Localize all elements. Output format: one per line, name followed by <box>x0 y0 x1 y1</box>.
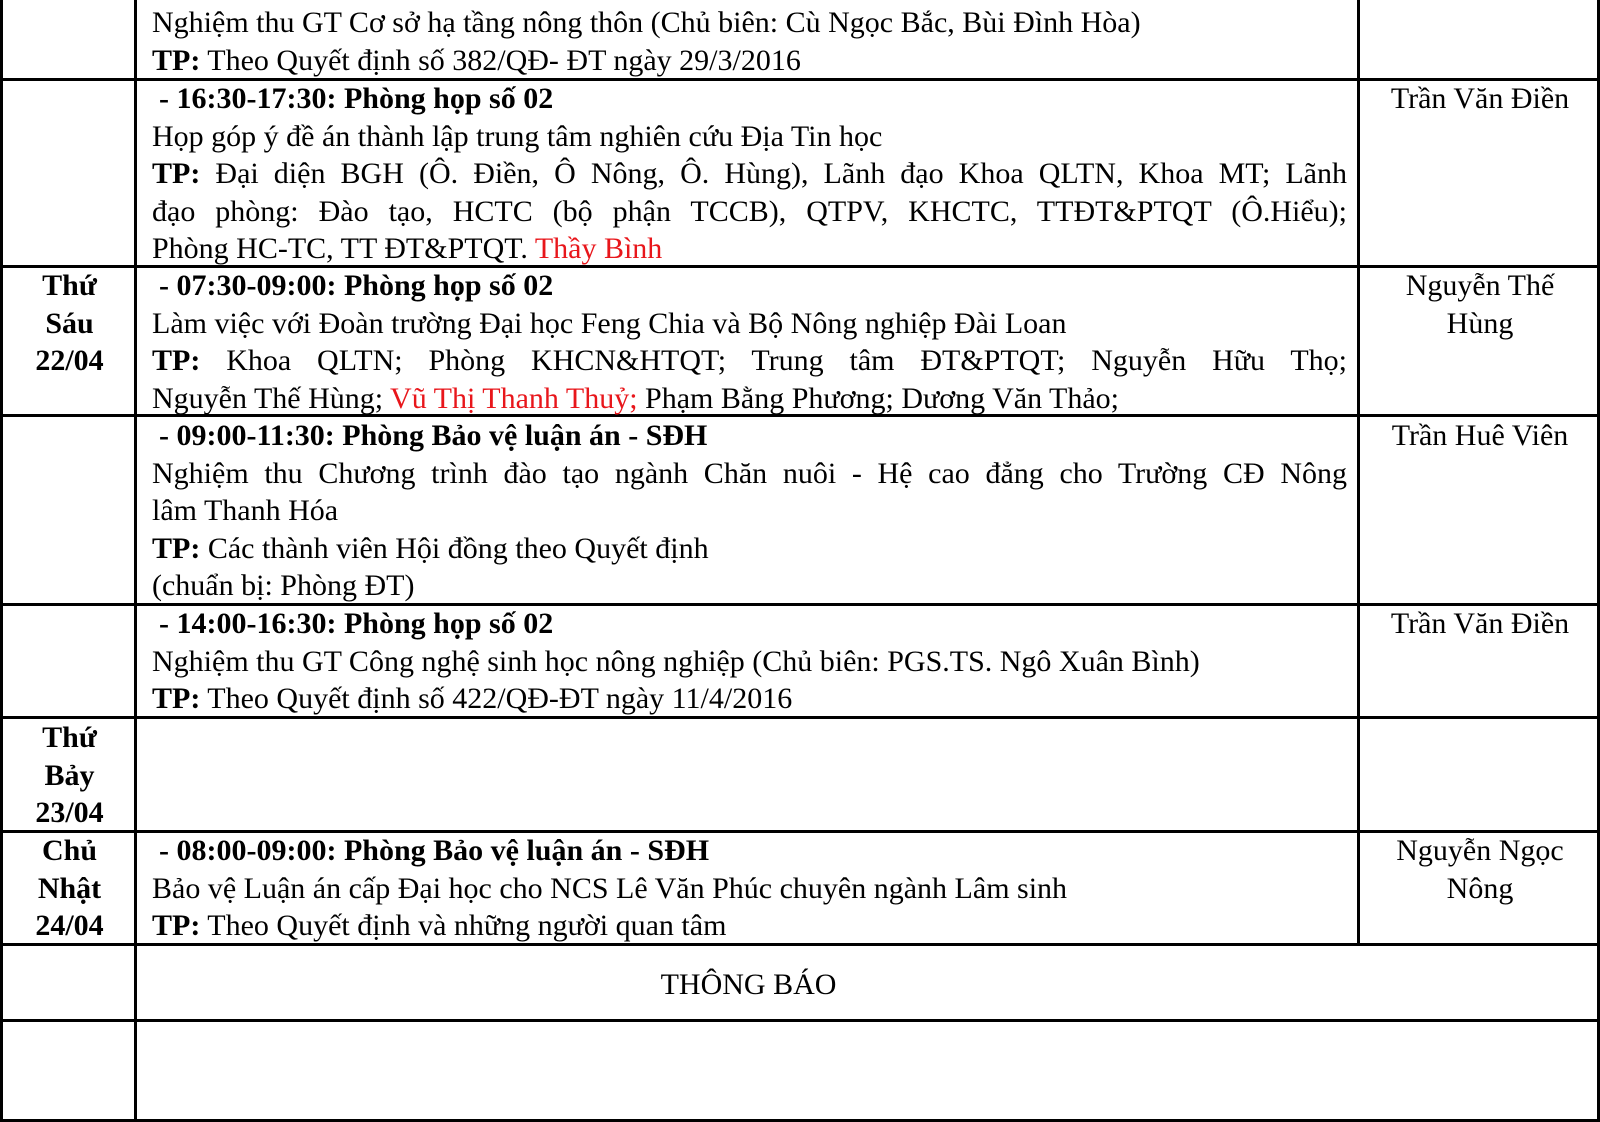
person-name: Trần Văn Điền <box>1390 607 1570 640</box>
tp-label: TP: <box>152 909 201 942</box>
schedule-entry <box>152 832 1347 945</box>
participants-text: Nguyễn Thế Hùng; <box>152 381 391 415</box>
day-date: 24/04 <box>35 909 104 942</box>
participants-text: Các thành viên Hội đồng theo Quyết định <box>200 531 709 565</box>
day-date: 22/04 <box>35 344 104 377</box>
session-header: - 07:30-09:00: Phòng họp số 02 <box>159 269 554 302</box>
day-name: Thứ <box>42 269 97 302</box>
person-in-charge <box>1360 267 1600 342</box>
day-label <box>3 267 136 380</box>
person-name: Hùng <box>1446 306 1514 340</box>
participants-text: Theo Quyết định và những người quan tâm <box>200 909 727 942</box>
participants-text: Khoa QLTN; Phòng KHCN&HTQT; Trung tâm ĐT&PTQT; Nguyễn Hữu Thọ; <box>200 344 1347 377</box>
entry-line <box>152 680 1347 718</box>
schedule-entry <box>152 417 1347 605</box>
person-name: Nguyễn Ngọc <box>1396 834 1564 867</box>
highlighted-name: Thầy Bình <box>534 232 663 265</box>
day-name: Sáu <box>45 306 94 340</box>
person-in-charge <box>1360 832 1600 907</box>
person-name: Nông <box>1446 871 1514 905</box>
day-name: Thứ <box>42 721 97 754</box>
entry-line: Nghiệm thu GT Cơ sở hạ tầng nông thôn (Chủ biên: Cù Ngọc Bắc, Bùi Đình Hòa) <box>152 6 1141 39</box>
day-label <box>3 832 136 945</box>
entry-line <box>152 42 1347 80</box>
day-date: 23/04 <box>35 796 104 829</box>
participants-text: Phòng HC-TC, TT ĐT&PTQT. <box>152 232 535 265</box>
person-in-charge <box>1360 417 1600 455</box>
entry-line <box>152 380 1347 418</box>
schedule-entry <box>152 267 1347 417</box>
tp-label: TP: <box>152 531 201 565</box>
participants-text: Theo Quyết định số 382/QĐ- ĐT ngày 29/3/2016 <box>200 43 801 77</box>
column-divider <box>134 0 137 1122</box>
person-name: Trần Huê Viên <box>1391 419 1569 452</box>
entry-line <box>152 342 1347 380</box>
day-name: Chủ <box>41 834 98 867</box>
person-name: Nguyễn Thế <box>1405 269 1555 302</box>
entry-line: (chuẩn bị: Phòng ĐT) <box>152 569 415 602</box>
entry-line: Bảo vệ Luận án cấp Đại học cho NCS Lê Văn Phúc chuyên ngành Lâm sinh <box>152 871 1068 905</box>
participants-text: Theo Quyết định số 422/QĐ-ĐT ngày 11/4/2016 <box>200 682 793 715</box>
day-label <box>3 719 136 832</box>
tp-label: TP: <box>152 43 201 77</box>
person-in-charge <box>1360 80 1600 118</box>
entry-line: lâm Thanh Hóa <box>152 494 339 527</box>
row-divider <box>0 1019 1600 1022</box>
entry-line: Nghiệm thu GT Công nghệ sinh học nông nghiệp (Chủ biên: PGS.TS. Ngô Xuân Bình) <box>152 644 1200 678</box>
schedule-entry <box>152 605 1347 718</box>
entry-line <box>152 530 1347 568</box>
tp-label: TP: <box>152 344 201 377</box>
entry-line <box>152 230 1347 268</box>
session-header: - 16:30-17:30: Phòng họp số 02 <box>159 82 554 115</box>
entry-line: Làm việc với Đoàn trường Đại học Feng Chia và Bộ Nông nghiệp Đài Loan <box>152 306 1067 340</box>
tp-label: TP: <box>152 682 201 715</box>
entry-line: Nghiệm thu Chương trình đào tạo ngành Chăn nuôi - Hệ cao đẳng cho Trường CĐ Nông <box>152 456 1347 490</box>
schedule-entry <box>152 80 1347 268</box>
tp-label: TP: <box>152 157 201 190</box>
participants-text: Phạm Bằng Phương; Dương Văn Thảo; <box>637 381 1120 415</box>
day-name: Nhật <box>37 871 102 905</box>
entry-line <box>152 907 1347 945</box>
participants-text: Đại diện BGH (Ô. Điền, Ô Nông, Ô. Hùng), Lãnh đạo Khoa QLTN, Khoa MT; Lãnh <box>200 157 1347 190</box>
column-divider <box>1357 0 1360 945</box>
entry-line: đạo phòng: Đào tạo, HCTC (bộ phận TCCB), QTPV, KHCTC, TTĐT&PTQT (Ô.Hiểu); <box>152 194 1347 228</box>
column-divider <box>0 0 3 1122</box>
person-name: Trần Văn Điền <box>1390 82 1570 115</box>
notice-heading: THÔNG BÁO <box>660 968 837 1001</box>
day-name: Bảy <box>44 758 95 792</box>
schedule-entry <box>152 4 1347 79</box>
session-header: - 08:00-09:00: Phòng Bảo vệ luận án - SĐH <box>159 834 710 867</box>
person-in-charge <box>1360 605 1600 643</box>
session-header: - 14:00-16:30: Phòng họp số 02 <box>159 607 554 640</box>
entry-line: Họp góp ý đề án thành lập trung tâm nghiên cứu Địa Tin học <box>152 119 883 153</box>
session-header: - 09:00-11:30: Phòng Bảo vệ luận án - SĐH <box>159 419 708 452</box>
entry-line <box>152 155 1347 193</box>
highlighted-name: Vũ Thị Thanh Thuỷ; <box>390 381 638 415</box>
